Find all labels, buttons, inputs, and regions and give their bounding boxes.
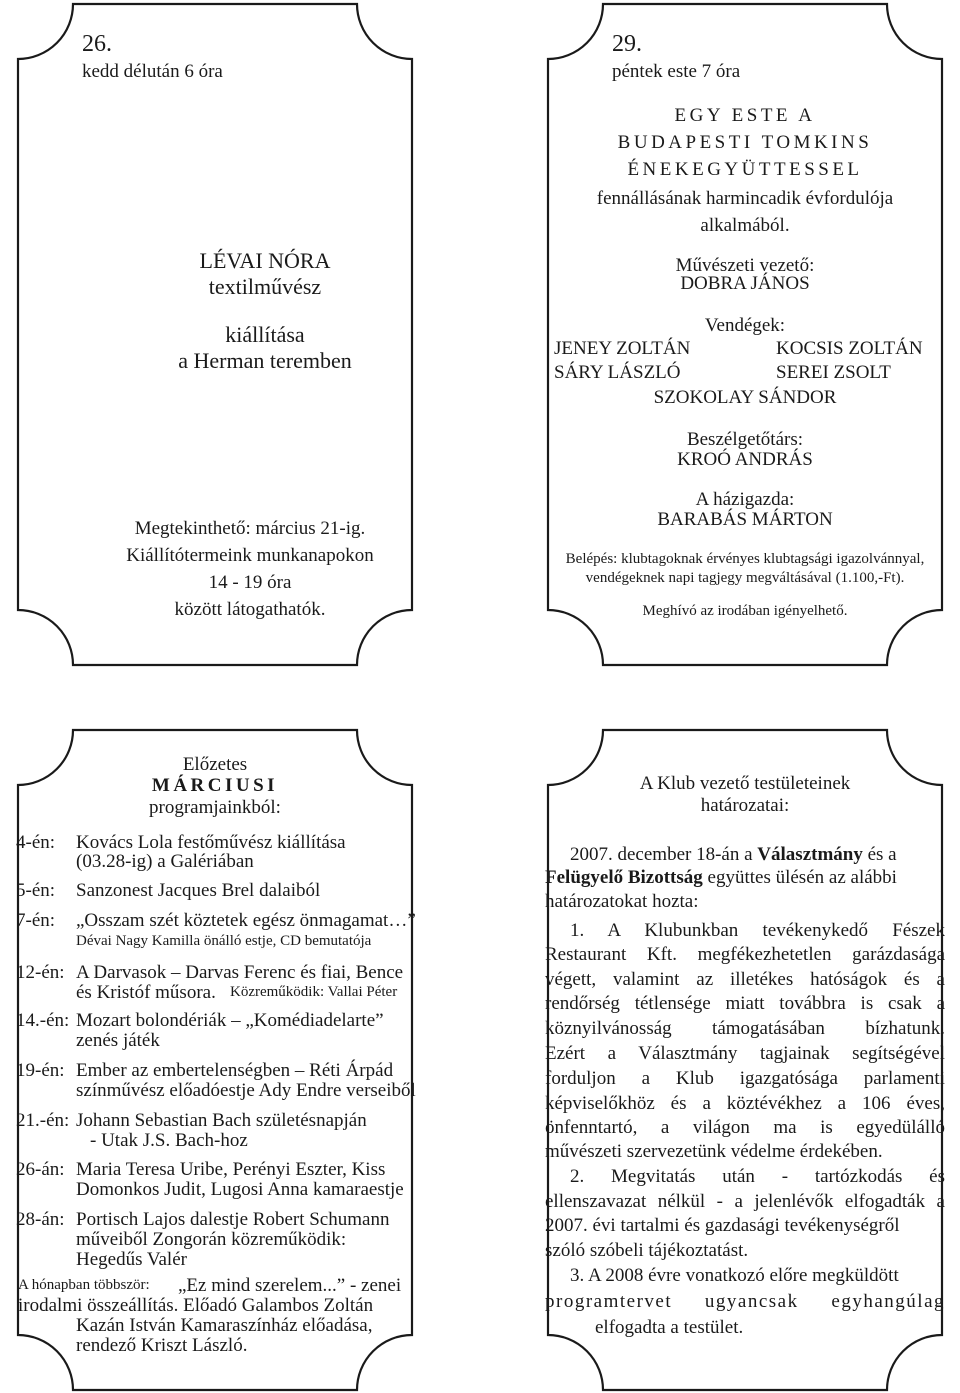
program-text: Közreműködik: Vallai Péter [230,984,398,1000]
resolution-text: és a [862,844,897,865]
resolution-text: együttes ülésén az alábbi [702,867,897,888]
resolution-text: 2. Megvitatás után - tartózkodás és [570,1166,945,1187]
program-text: (03.28-ig) a Galériában [76,851,254,872]
event-title: ÉNEKEGYÜTTESSEL [627,159,863,180]
program-text: és Kristóf műsora. [76,982,216,1003]
entry-info: Belépés: klubtagoknak érvényes klubtagsági igazolvánnyal, [565,551,925,567]
program-footer: rendező Kriszt László. [76,1335,248,1356]
partner-label: Beszélgetőtárs: [686,429,804,450]
resolution-text: Ezért a Választmány tagjainak segítségével [545,1043,945,1064]
guest-name: KOCSIS ZOLTÁN [776,338,923,359]
visit-info: Megtekinthető: március 21-ig. [134,518,366,539]
resolution-text: ellenszavazat nélkül - a jelenlévők elfogadták a [545,1191,945,1212]
exhibit-line: kiállítása [225,322,305,347]
program-date: 28-án: [16,1209,65,1230]
resolution-emphasis: Választmány [757,844,863,865]
resolution-text: szóló szóbeli tájékoztatást. [545,1240,749,1261]
resolution-text: 2007. december 18-án a [570,844,758,865]
program-header-month: MÁRCIUSI [151,775,279,796]
program-text: - Utak J.S. Bach-hoz [90,1130,248,1151]
visit-info: között látogathatók. [174,599,326,620]
entry-info: vendégeknek napi tagjegy megváltásával (1.100,-Ft). [585,570,905,586]
program-text: Kovács Lola festőművész kiállítása [76,832,346,853]
program-date: 14.-én: [16,1010,70,1031]
visit-info: Kiállítótermeink munkanapokon [126,545,374,566]
artist-name: LÉVAI NÓRA [199,248,331,273]
program-text: Mozart bolondériák – „Komédiadelarte” [76,1010,384,1031]
guests-label: Vendégek: [704,315,786,336]
program-header: Előzetes [182,754,248,775]
director-name: DOBRA JÁNOS [680,273,810,294]
program-text: zenés játék [76,1030,160,1051]
artist-role: textilművész [208,274,322,299]
program-date: 21.-én: [16,1110,70,1131]
program-footer: Kazán István Kamaraszínház előadása, [76,1315,373,1336]
resolution-text: művészeti szervezetünk védelme érdekében. [545,1141,883,1162]
resolution-text: 2007. évi tartalmi és gazdasági tevékenységről [545,1215,900,1236]
program-footer: „Ez mind szerelem...” - zenei [178,1275,402,1296]
resolution-text: 3. A 2008 évre vonatkozó előre megküldött [570,1265,899,1286]
program-text: Portisch Lajos dalestje Robert Schumann [76,1209,390,1230]
program-text: Johann Sebastian Bach születésnapján [76,1110,367,1131]
resolution-text: Restaurant Kft. megfékezhetetlen garázdasága [545,944,945,965]
event-title: EGY ESTE A [674,105,816,126]
program-date: 19-én: [16,1060,65,1081]
resolution-text: 1. A Klubunkban tevékenykedő Fészek [570,920,945,941]
program-text: Sanzonest Jacques Brel dalaiból [76,880,321,901]
visit-info: 14 - 19 óra [208,572,292,593]
program-footer: irodalmi összeállítás. Előadó Galambos Zoltán [18,1295,374,1316]
program-date: 7-én: [16,910,56,931]
program-text: Dévai Nagy Kamilla önálló estje, CD bemutatója [76,933,372,949]
guest-name: SÁRY LÁSZLÓ [554,362,681,383]
guest-name: SEREI ZSOLT [776,362,891,383]
program-date: 4-én: [16,832,56,853]
program-date: 5-én: [16,880,56,901]
resolution-text: forduljon a Klub igazgatósága parlamenti [545,1068,945,1089]
resolution-text: köznyilvánosság támogatásában bízhatunk. [545,1018,945,1039]
program-footer: A hónapban többször: [18,1277,150,1293]
program-date: 26-án: [16,1159,65,1180]
resolution-text: elfogadta a testület. [595,1317,744,1338]
program-text: A Darvasok – Darvas Ferenc és fiai, Bence [76,962,404,983]
event-title: BUDAPESTI TOMKINS [617,132,873,153]
guest-name: SZOKOLAY SÁNDOR [653,387,837,408]
director-label: Művészeti vezető: [675,255,815,276]
resolution-text: végett, valamint az illetékes hatóságok és a [545,969,945,990]
event-subtitle: alkalmából. [700,215,790,236]
event-day: 29. [612,31,642,57]
resolution-text: programtervet ugyancsak egyhangúlag [545,1291,945,1312]
guest-name: JENEY ZOLTÁN [554,338,691,359]
program-text: Hegedűs Valér [76,1249,187,1270]
program-text: Ember az embertelenségben – Réti Árpád [76,1060,394,1081]
resolution-text: önfenntartó, a világon ma is egyedülálló [545,1117,945,1138]
host-name: BARABÁS MÁRTON [657,509,833,530]
resolutions-header: A Klub vezető testületeinek [639,773,851,794]
resolution-text [545,868,897,887]
resolution-emphasis: Felügyelő Bizottság [545,867,703,888]
resolution-text: határozatokat hozta: [545,891,699,912]
program-text: műveiből Zongorán közreműködik: [76,1229,347,1250]
event-time: péntek este 7 óra [612,61,741,82]
resolution-text [570,845,897,864]
invite-note: Meghívó az irodában igényelhető. [642,603,848,619]
event-time: kedd délután 6 óra [82,61,223,82]
exhibit-line: a Herman teremben [178,348,352,373]
program-text: színművész előadóestje Ady Endre verseiből [76,1080,416,1101]
event-day: 26. [82,31,112,57]
event-subtitle: fennállásának harmincadik évfordulója [596,188,894,209]
program-date: 12-én: [16,962,65,983]
program-text: „Osszam szét köztetek egész önmagamat…” [76,910,416,931]
program-text: Domonkos Judit, Lugosi Anna kamaraestje [76,1179,404,1200]
resolution-text: képviselőkhöz és a köztévékhez a 106 éves, [545,1093,945,1114]
program-header: programjainkból: [149,797,281,818]
resolutions-header: határozatai: [700,795,790,816]
resolution-text: rendőrség tétlensége miatt továbbra is csak a [545,993,945,1014]
partner-name: KROÓ ANDRÁS [677,449,813,470]
program-text: Maria Teresa Uribe, Perényi Eszter, Kiss [76,1159,386,1180]
host-label: A házigazda: [695,489,795,510]
